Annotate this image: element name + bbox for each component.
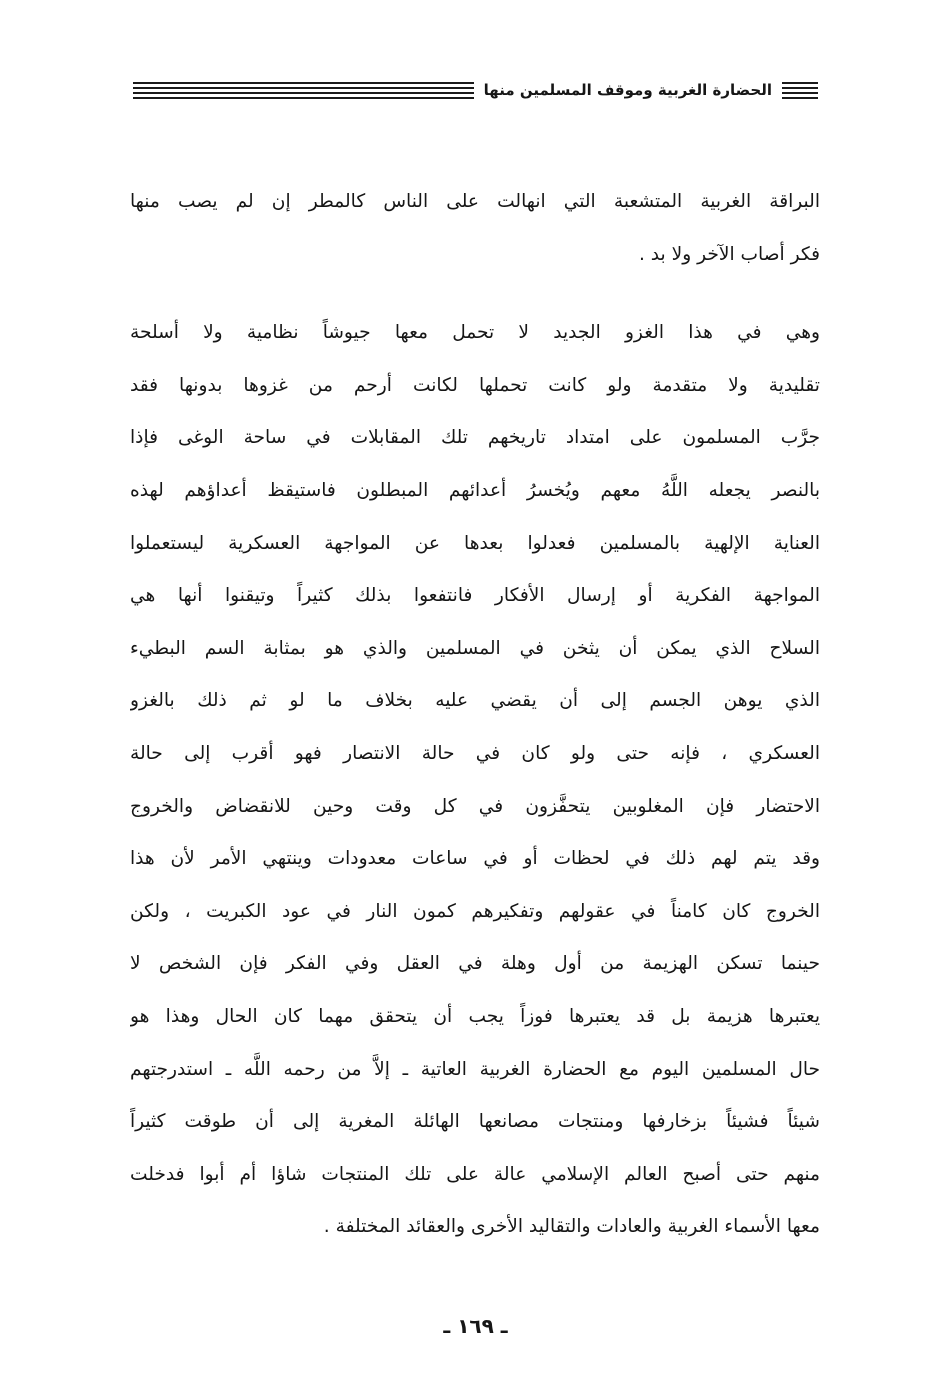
text-line: وقد يتم لهم ذلك في لحظات أو في ساعات معدودات وينتهي الأمر لأن هذا <box>130 848 820 870</box>
text-line: الخروج كان كامناً في عقولهم وتفكيرهم كمون النار في عود الكبريت ، ولكن <box>130 900 820 922</box>
text-line: السلاح الذي يمكن أن يثخن في المسلمين والذي هو بمثابة السم البطيء <box>130 637 820 659</box>
text-line: وهي في هذا الغزو الجديد لا تحمل معها جيوشاً نظامية ولا أسلحة <box>130 322 820 344</box>
text-line: العناية الإلهية بالمسلمين فعدلوا بعدها عن المواجهة العسكرية ليستعملوا <box>130 532 820 554</box>
text-line: معها الأسماء الغربية والعادات والتقاليد الأخرى والعقائد المختلفة . <box>323 1216 820 1238</box>
text-line: يعتبرها هزيمة بل قد يعتبرها فوزاً يجب أن يتحقق مهما كان الحال وهذا هو <box>130 1005 820 1027</box>
text-line: حينما تسكن الهزيمة من أول وهلة في العقل وفي الفكر فإن الشخص لا <box>130 953 820 975</box>
text-line: البراقة الغربية المتشعبة التي انهالت على الناس كالمطر إن لم يصب منها <box>130 191 820 212</box>
running-header <box>133 76 818 104</box>
header-rule-left <box>133 82 474 99</box>
page-number: ـ ١٦٩ ـ <box>443 1314 508 1338</box>
body-text <box>130 182 820 1260</box>
text-line: جرَّب المسلمون على امتداد تاريخهم تلك المقابلات في ساحة الوغى فإذا <box>130 427 820 449</box>
paragraph-2 <box>130 313 820 1260</box>
text-line: شيئاً فشيئاً بزخارفها ومنتجات مصانعها الهائلة المغرية إلى أن طوقت كثيراً <box>130 1111 820 1133</box>
text-line: الاحتضار فإن المغلوبين يتحفَّزون في كل وقت وحين للانقضاض والخروج <box>130 795 820 817</box>
text-line: منهم حتى أصبح العالم الإسلامي عالة على تلك المنتجات شاؤا أم أبوا فدخلت <box>130 1163 820 1185</box>
paragraph-1 <box>130 182 820 287</box>
text-line: فكر أصاب الآخر ولا بد . <box>638 243 820 265</box>
header-title: الحضارة الغربية وموقف المسلمين منها <box>483 81 772 99</box>
header-rule-right <box>782 82 818 99</box>
text-line: بالنصر يجعله اللَّهُ معهم ويُخسرُ أعدائهم المبطلون فاستيقظ أعداؤهم لهذه <box>130 479 820 501</box>
text-line: حال المسلمين اليوم مع الحضارة الغربية العاتية ـ إلاَّ من رحمه اللَّه ـ استدرجتهم <box>130 1058 820 1080</box>
text-line: المواجهة الفكرية أو إرسال الأفكار فانتفعوا بذلك كثيراً وتيقنوا أنها هي <box>130 585 820 607</box>
text-line: الذي يوهن الجسم إلى أن يقضي عليه بخلاف ما لو ثم ذلك بالغزو <box>130 690 820 712</box>
text-line: العسكري ، فإنه حتى ولو كان في حالة الانتصار فهو أقرب إلى حالة <box>130 742 820 764</box>
text-line: تقليدية ولا متقدمة ولو كانت تحملها لكانت أرحم من غزوها بدونها فقد <box>130 374 820 396</box>
